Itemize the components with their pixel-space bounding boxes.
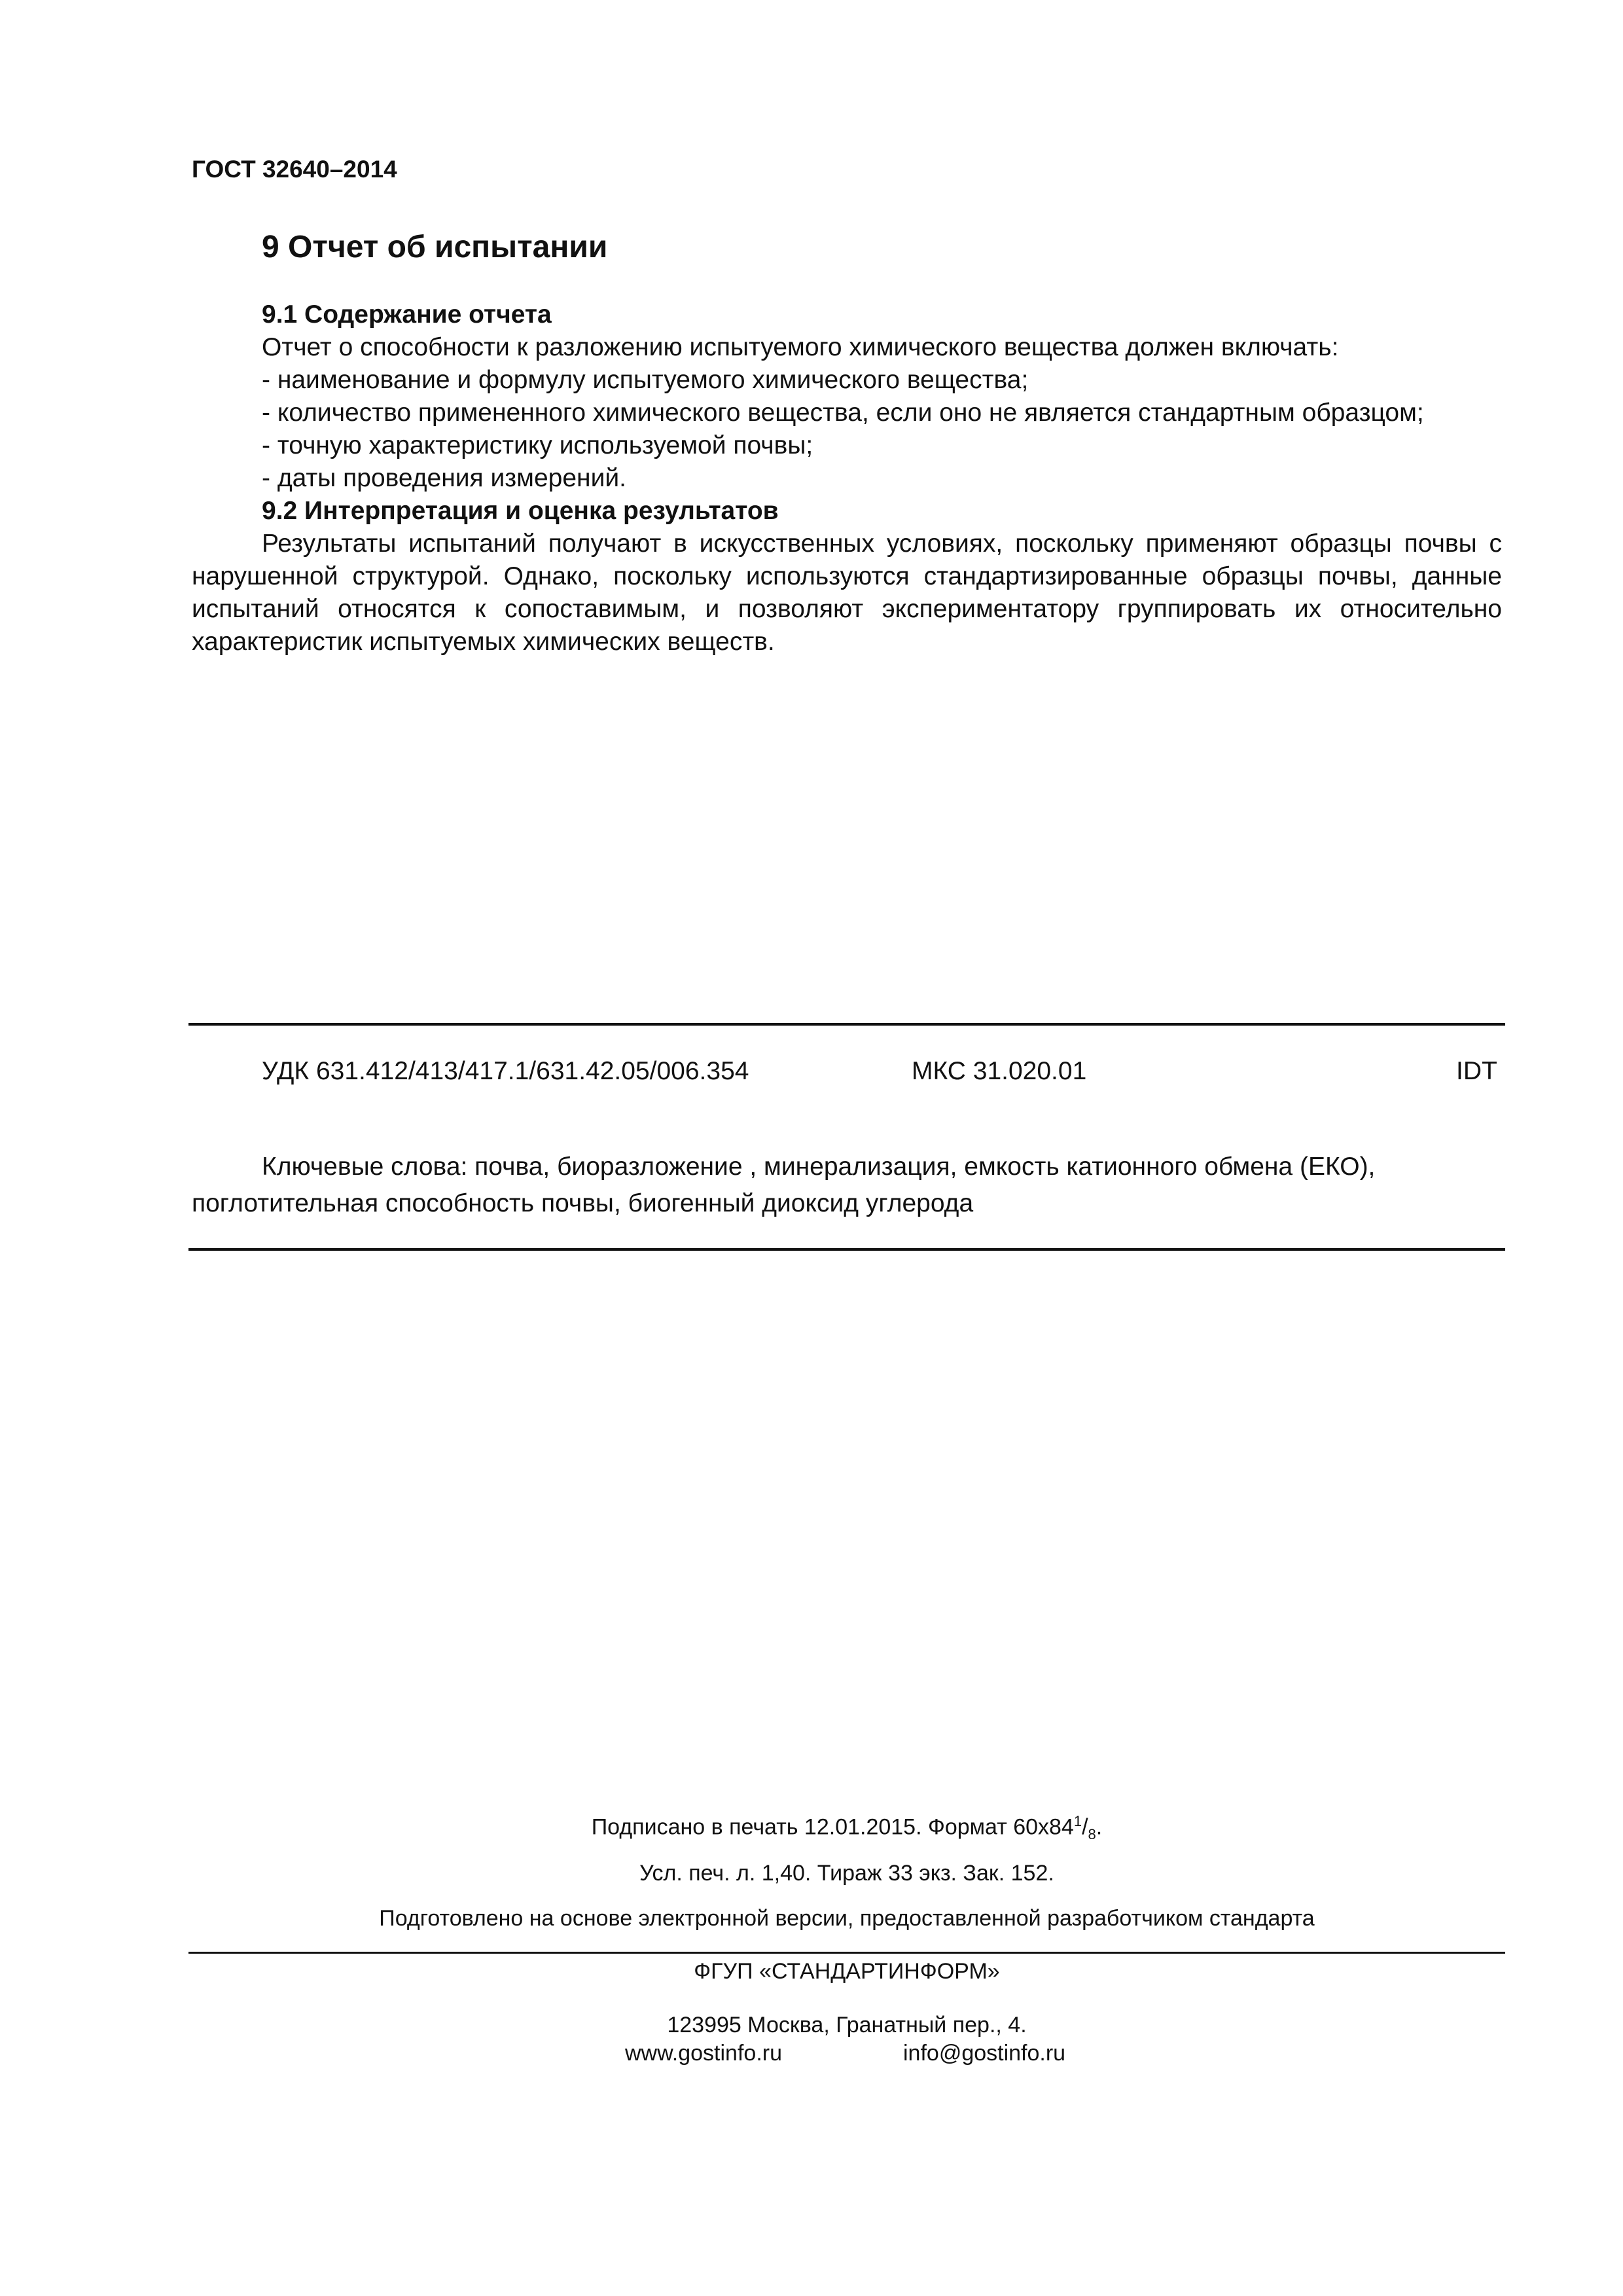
standard-code: ГОСТ 32640–2014 (192, 156, 397, 183)
list-item: - количество примененного химического вещества, если оно не является стандартным образцом; (262, 399, 1424, 427)
list-item: - даты проведения измерений. (262, 464, 626, 492)
interpretation-paragraph: Результаты испытаний получают в искусственных условиях, поскольку применяют образцы почвы с нарушенной структурой. Однако, поскольку используются стандартизированные образцы почвы, данные испытаний относятся к сопоставимым, и позволяют экспериментатору группировать их относительно характеристик испытуемых химических веществ. (192, 529, 1502, 656)
website-link[interactable]: www.gostinfo.ru (625, 2041, 782, 2066)
format-suffix: . (1096, 1814, 1103, 1840)
idt-label: IDT (1456, 1057, 1497, 1085)
print-info: Усл. печ. л. 1,40. Тираж 33 экз. Зак. 152. (639, 1861, 1054, 1886)
udk-code: УДК 631.412/413/417.1/631.42.05/006.354 (262, 1057, 749, 1085)
signed-prefix: Подписано в печать 12.01.2015. Формат 60х84 (591, 1814, 1074, 1840)
format-sub: 8 (1088, 1826, 1096, 1843)
prepared-note: Подготовлено на основе электронной версии, предоставленной разработчиком стандарта (379, 1906, 1315, 1931)
bottom-divider (188, 1248, 1505, 1251)
subsection-heading-9-1: 9.1 Содержание отчета (262, 300, 552, 329)
publisher: ФГУП «СТАНДАРТИНФОРМ» (694, 1959, 1000, 1984)
address: 123995 Москва, Гранатный пер., 4. (667, 2013, 1027, 2037)
top-divider (188, 1023, 1505, 1026)
section-9-1 (192, 298, 1501, 528)
list-item: - наименование и формулу испытуемого химического вещества; (262, 366, 1029, 394)
mks-code: МКС 31.020.01 (912, 1057, 1087, 1085)
format-sup: 1 (1073, 1813, 1082, 1829)
list-item: - точную характеристику используемой почвы; (262, 431, 813, 459)
subsection-heading-9-2: 9.2 Интерпретация и оценка результатов (262, 497, 779, 525)
imprint-divider (188, 1952, 1505, 1954)
signed-for-print: Подписано в печать 12.01.2015. Формат $60х84^1/_8$. (591, 1813, 1103, 1843)
email-link[interactable]: info@gostinfo.ru (903, 2041, 1066, 2066)
report-intro: Отчет о способности к разложению испытуемого химического вещества должен включать: (262, 333, 1339, 361)
section-title: 9 Отчет об испытании (262, 230, 608, 264)
keywords: Ключевые слова: почва, биоразложение , минерализация, емкость катионного обмена (ЕКО), поглотительная способность почвы, биогенный диоксид углерода (192, 1153, 1376, 1217)
